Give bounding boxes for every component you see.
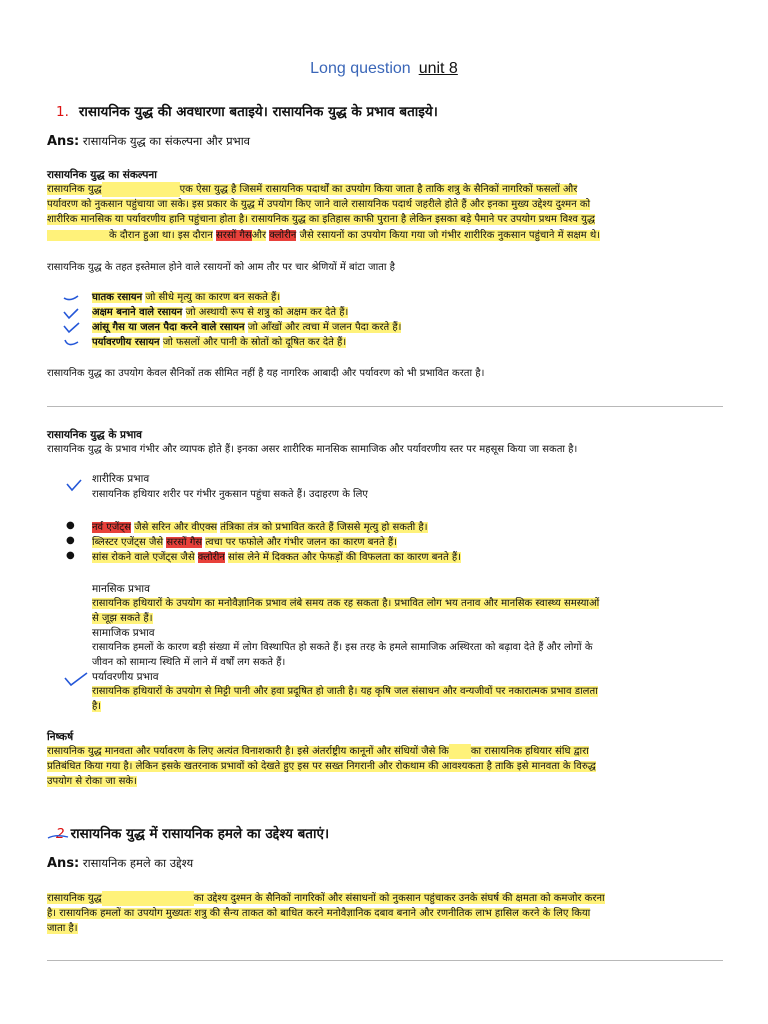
tick-mark: [64, 309, 78, 318]
purpose-paragraph: [47, 891, 729, 937]
conclusion-heading: निष्कर्ष: [47, 731, 74, 743]
category-name: आंसू गैस या जलन पैदा करने वाले रसायन: [92, 322, 245, 333]
category-item: [92, 305, 401, 320]
concept-line-1b: एक ऐसा युद्ध है जिसमें रासायनिक पदार्थों का उपयोग किया जाता है ताकि शत्रु के सैनिकों नागरिकों फसलों और: [179, 184, 578, 195]
mental-line-2: से जूझ सकते हैं।: [92, 613, 153, 625]
purpose-line-1a: रासायनिक युद्ध: [47, 893, 102, 904]
bullet-dot: ●: [66, 535, 75, 546]
category-desc: जो फसलों और पानी के स्रोतों को दूषित कर देते हैं।: [162, 337, 347, 348]
divider: [47, 406, 723, 407]
blister-agents-bullet: [92, 535, 397, 550]
categories-intro: रासायनिक युद्ध के तहत इस्तेमाल होने वाले रसायनों को आम तौर पर चार श्रेणियों में बांटा जाता है: [47, 262, 395, 273]
tick-mark: [67, 480, 81, 490]
social-line-1: रासायनिक हमलों के कारण बड़ी संख्या में लोग विस्थापित हो सकते हैं। इस तरह के हमले सामाजिक अस्थिरता को बढ़ावा देते हैं और लोगों के: [92, 642, 593, 653]
effects-intro: रासायनिक युद्ध के प्रभाव गंभीर और व्यापक होते हैं। इनका असर शारीरिक मानसिक सामाजिक और पर्यावरणीय स्तर पर महसूस किया जा सकता है।: [47, 444, 578, 455]
blister-agents-desc: त्वचा पर फफोले और गंभीर जलन का कारण बनते हैं।: [205, 537, 397, 548]
divider: [47, 960, 723, 961]
title-unit: unit 8: [418, 60, 458, 77]
tick-mark: [64, 296, 78, 300]
concept-line-1a: रासायनिक युद्ध: [47, 184, 102, 195]
ans-text: रासायनिक युद्ध का संकल्पना और प्रभाव: [82, 134, 251, 148]
page-title: [0, 60, 768, 78]
nerve-agents-highlight: नर्व एजेंट्स: [92, 522, 132, 533]
social-text: [92, 640, 722, 670]
concept-line-4a: के दौरान हुआ था। इस दौरान: [47, 230, 213, 241]
ans-label: Ans:: [47, 856, 80, 871]
concept-heading: रासायनिक युद्ध का संकल्पना: [47, 169, 157, 181]
question-1-number: 1.: [56, 104, 69, 120]
tick-mark: [64, 323, 79, 332]
category-name: घातक रसायन: [92, 292, 143, 303]
conclusion-gap: [449, 744, 471, 759]
category-desc: जो सीधे मृत्यु का कारण बन सकते हैं।: [145, 292, 281, 303]
chlorine-highlight: क्लोरीन: [197, 552, 225, 563]
mustard-gas-highlight: सरसों गैस: [216, 229, 252, 241]
question-1-text: रासायनिक युद्ध की अवधारणा बताइये। रासायनिक युद्ध के प्रभाव बताइये।: [78, 104, 438, 120]
social-line-2: जीवन को सामान्य स्थिति में लाने में वर्षों लग सकते हैं।: [92, 657, 286, 669]
concept-line-2: पर्यावरण को नुकसान पहुंचाया जा सके। इस प्रकार के युद्ध में उपयोग किए जाने वाले रासायनिक पदार्थ जहरीले होते हैं और इनका मुख्य उद्देश्य दुश्मन को: [47, 199, 591, 211]
chlorine-highlight: क्लोरीन: [269, 229, 297, 241]
bullet-dot: ●: [66, 520, 75, 531]
concept-line-3: शारीरिक मानसिक या पर्यावरणीय हानि पहुंचाना होता है। रासायनिक युद्ध का इतिहास काफी पुराना है लेकिन इसका बड़े पैमाने पर उपयोग प्रथम विश्व युद्ध: [47, 214, 595, 226]
question-2-number: 2: [56, 826, 65, 842]
nerve-agents-examples: जैसे सरिन और वीएक्स: [134, 522, 218, 533]
concept-gap: [102, 182, 180, 197]
category-desc: जो अस्थायी रूप से शत्रु को अक्षम कर देते हैं।: [185, 307, 349, 318]
conclusion-paragraph: [47, 744, 729, 790]
concept-paragraph: [47, 182, 729, 243]
categories-list: [92, 290, 401, 350]
social-heading: सामाजिक प्रभाव: [92, 627, 155, 639]
category-desc: जो आँखों और त्वचा में जलन पैदा करते हैं।: [247, 322, 402, 333]
concept-line-4b: जैसे रसायनों का उपयोग किया गया जो गंभीर शारीरिक नुकसान पहुंचाने में सक्षम थे।: [299, 229, 601, 241]
env-line-2: है।: [92, 701, 102, 713]
ans-text: रासायनिक हमले का उद्देश्य: [82, 856, 194, 870]
underline-stroke: [48, 836, 68, 838]
physical-heading: शारीरिक प्रभाव: [92, 473, 150, 485]
env-line-1: रासायनिक हथियारों के उपयोग से मिट्टी पानी और हवा प्रदूषित हो जाती है। यह कृषि जल संसाधन और वन्यजीवों पर नकारात्मक प्रभाव डालता: [92, 686, 598, 697]
question-2: [56, 824, 329, 842]
purpose-gap: [102, 891, 194, 906]
handwritten-tick-marks: [60, 290, 84, 354]
choking-agents-desc: सांस लेने में दिक्कत और फेफड़ों की विफलता का कारण बनते हैं।: [228, 552, 461, 563]
purpose-line-1b: का उद्देश्य दुश्मन के सैनिकों नागरिकों और संसाधनों को नुकसान पहुंचाकर उनके संघर्ष की क्षमता को कमजोर करना: [193, 893, 605, 904]
physical-text: रासायनिक हथियार शरीर पर गंभीर नुकसान पहुंचा सकते हैं। उदाहरण के लिए: [92, 489, 368, 500]
purpose-line-2: है। रासायनिक हमलों का उपयोग मुख्यतः शत्रु की सैन्य ताकत को बाधित करने मनोवैज्ञानिक दबाव बनाने और रणनीतिक लाभ हासिल करने के लिए किया: [47, 908, 591, 920]
conclusion-line-1b: का रासायनिक हथियार संधि द्वारा: [470, 746, 589, 757]
choking-agents-text: सांस रोकने वाले एजेंट्स जैसे: [92, 552, 195, 563]
bullet-dot: ●: [66, 550, 75, 561]
tick-mark: [65, 673, 87, 685]
mental-heading: मानसिक प्रभाव: [92, 583, 150, 595]
category-item: [92, 335, 401, 350]
tick-mark: [65, 340, 78, 345]
nerve-agents-desc: तंत्रिका तंत्र को प्रभावित करते हैं जिससे मृत्यु हो सकती है।: [220, 522, 428, 533]
effects-heading: रासायनिक युद्ध के प्रभाव: [47, 429, 142, 441]
mental-line-1: रासायनिक हथियारों के उपयोग का मनोवैज्ञानिक प्रभाव लंबे समय तक रह सकता है। प्रभावित लोग भय तनाव और मानसिक स्वास्थ्य समस्याओं: [92, 598, 600, 609]
environmental-heading: पर्यावरणीय प्रभाव: [92, 671, 159, 683]
answer-1-label: [47, 134, 250, 149]
environmental-text: [92, 684, 722, 714]
blister-agents-text: ब्लिस्टर एजेंट्स जैसे: [92, 537, 164, 548]
title-text: Long question: [310, 60, 411, 77]
purpose-line-3: जाता है।: [47, 923, 78, 935]
handwritten-tick-mark: [64, 476, 84, 496]
concept-and: और: [251, 229, 267, 241]
category-name: अक्षम बनाने वाले रसायन: [92, 307, 183, 318]
categories-outro: रासायनिक युद्ध का उपयोग केवल सैनिकों तक सीमित नहीं है यह नागरिक आबादी और पर्यावरण को भी प्रभावित करता है।: [47, 368, 485, 379]
choking-agents-bullet: [92, 550, 461, 565]
answer-2-label: [47, 856, 193, 871]
category-item: [92, 320, 401, 335]
conclusion-line-3: उपयोग से रोका जा सके।: [47, 776, 137, 788]
category-name: पर्यावरणीय रसायन: [92, 337, 160, 348]
category-item: [92, 290, 401, 305]
question-1: [56, 102, 438, 120]
conclusion-line-2: प्रतिबंधित किया गया है। लेकिन इसके खतरनाक प्रभावों को देखते हुए इस पर सख्त निगरानी और रोकथाम की आवश्यकता है ताकि इसे मानवता के विरुद्ध: [47, 761, 596, 773]
nerve-agents-bullet: [92, 520, 428, 535]
question-2-text: रासायनिक युद्ध में रासायनिक हमले का उद्देश्य बताएं।: [70, 826, 330, 842]
mental-text: [92, 596, 722, 626]
handwritten-tick-mark: [62, 670, 90, 690]
handwritten-underline: [46, 832, 70, 842]
conclusion-line-1a: रासायनिक युद्ध मानवता और पर्यावरण के लिए अत्यंत विनाशकारी है। इसे अंतर्राष्ट्रीय कानूनों और संधियों जैसे कि: [47, 746, 449, 757]
ans-label: Ans:: [47, 134, 80, 149]
mustard-gas-highlight: सरसों गैस: [166, 537, 203, 548]
